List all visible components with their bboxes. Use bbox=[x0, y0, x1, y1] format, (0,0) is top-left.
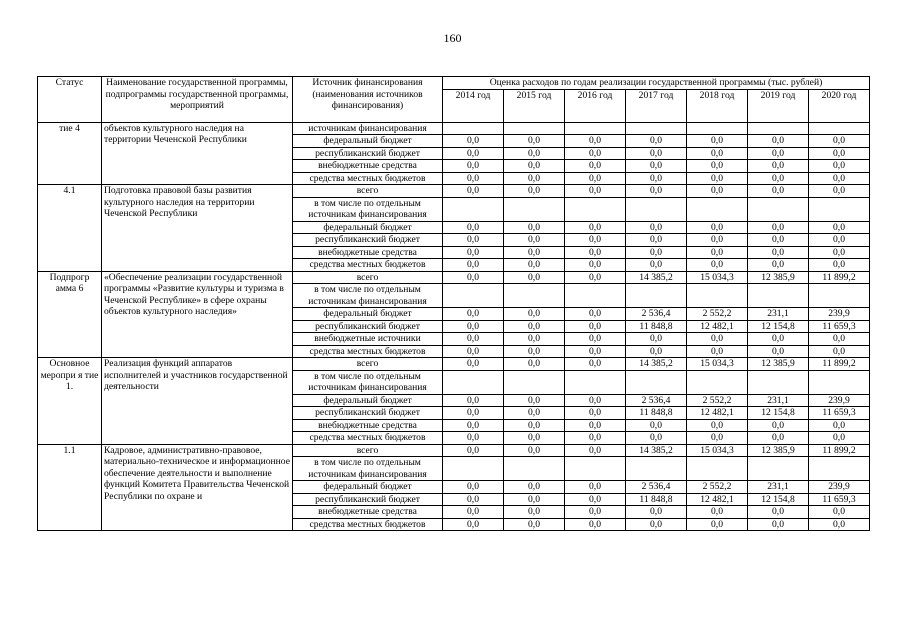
amount-cell: 0,0 bbox=[443, 518, 504, 531]
amount-cell: 0,0 bbox=[748, 246, 809, 259]
amount-cell: 0,0 bbox=[687, 345, 748, 358]
amount-cell: 0,0 bbox=[504, 407, 565, 420]
amount-cell: 11 848,8 bbox=[626, 407, 687, 420]
funding-source: в том числе по отдельным источникам финансирования bbox=[293, 197, 443, 221]
amount-cell bbox=[809, 284, 870, 308]
amount-cell bbox=[443, 122, 504, 135]
funding-source: в том числе по отдельным источникам финансирования bbox=[293, 457, 443, 481]
amount-cell: 0,0 bbox=[565, 320, 626, 333]
row-status: 1.1 bbox=[38, 444, 102, 531]
amount-cell: 0,0 bbox=[565, 234, 626, 247]
amount-cell bbox=[748, 122, 809, 135]
amount-cell: 0,0 bbox=[443, 185, 504, 198]
amount-cell: 0,0 bbox=[443, 506, 504, 519]
amount-cell: 0,0 bbox=[565, 246, 626, 259]
amount-cell: 0,0 bbox=[443, 358, 504, 371]
amount-cell: 0,0 bbox=[565, 493, 626, 506]
amount-cell: 0,0 bbox=[626, 160, 687, 173]
amount-cell: 0,0 bbox=[443, 345, 504, 358]
row-name: Подготовка правовой базы развития культурного наследия на территории Чеченской Республики bbox=[102, 185, 293, 272]
amount-cell: 0,0 bbox=[687, 506, 748, 519]
amount-cell: 0,0 bbox=[809, 259, 870, 272]
header-year: 2016 год bbox=[565, 89, 626, 122]
amount-cell: 0,0 bbox=[443, 320, 504, 333]
amount-cell: 2 536,4 bbox=[626, 481, 687, 494]
amount-cell: 0,0 bbox=[565, 135, 626, 148]
amount-cell: 0,0 bbox=[809, 234, 870, 247]
amount-cell: 231,1 bbox=[748, 308, 809, 321]
amount-cell: 0,0 bbox=[626, 221, 687, 234]
row-status: тие 4 bbox=[38, 122, 102, 185]
amount-cell: 0,0 bbox=[565, 444, 626, 457]
amount-cell bbox=[504, 284, 565, 308]
funding-source: республиканский бюджет bbox=[293, 407, 443, 420]
amount-cell: 0,0 bbox=[504, 246, 565, 259]
budget-table bbox=[37, 76, 870, 531]
amount-cell: 0,0 bbox=[443, 135, 504, 148]
funding-source: федеральный бюджет bbox=[293, 308, 443, 321]
row-status: Подпрогр амма 6 bbox=[38, 271, 102, 358]
amount-cell: 0,0 bbox=[809, 333, 870, 346]
amount-cell: 0,0 bbox=[565, 518, 626, 531]
amount-cell bbox=[626, 457, 687, 481]
amount-cell: 0,0 bbox=[504, 259, 565, 272]
amount-cell: 0,0 bbox=[443, 246, 504, 259]
amount-cell bbox=[626, 197, 687, 221]
amount-cell bbox=[565, 284, 626, 308]
amount-cell: 0,0 bbox=[687, 221, 748, 234]
amount-cell bbox=[687, 284, 748, 308]
funding-source: республиканский бюджет bbox=[293, 320, 443, 333]
amount-cell bbox=[687, 122, 748, 135]
amount-cell: 0,0 bbox=[565, 271, 626, 284]
amount-cell: 0,0 bbox=[565, 185, 626, 198]
amount-cell: 0,0 bbox=[504, 493, 565, 506]
amount-cell bbox=[443, 284, 504, 308]
funding-source: внебюджетные средства bbox=[293, 419, 443, 432]
amount-cell: 239,9 bbox=[809, 394, 870, 407]
amount-cell: 0,0 bbox=[748, 185, 809, 198]
amount-cell: 0,0 bbox=[809, 160, 870, 173]
amount-cell: 0,0 bbox=[748, 432, 809, 445]
funding-source: федеральный бюджет bbox=[293, 135, 443, 148]
amount-cell bbox=[443, 197, 504, 221]
amount-cell: 0,0 bbox=[504, 135, 565, 148]
amount-cell: 12 154,8 bbox=[748, 493, 809, 506]
amount-cell: 0,0 bbox=[748, 234, 809, 247]
amount-cell: 12 385,9 bbox=[748, 271, 809, 284]
amount-cell: 0,0 bbox=[626, 135, 687, 148]
amount-cell: 0,0 bbox=[504, 481, 565, 494]
header-estimate: Оценка расходов по годам реализации государственной программы (тыс. рублей) bbox=[443, 77, 870, 90]
amount-cell bbox=[687, 370, 748, 394]
funding-source: внебюджетные средства bbox=[293, 506, 443, 519]
amount-cell: 0,0 bbox=[504, 358, 565, 371]
amount-cell: 0,0 bbox=[504, 160, 565, 173]
amount-cell: 2 536,4 bbox=[626, 308, 687, 321]
amount-cell: 0,0 bbox=[687, 259, 748, 272]
amount-cell: 11 899,2 bbox=[809, 358, 870, 371]
amount-cell: 0,0 bbox=[809, 506, 870, 519]
row-name: «Обеспечение реализации государственной программы «Развитие культуры и туризма в Чеченской Республике» в сфере охраны объектов культурного наследия» bbox=[102, 271, 293, 358]
amount-cell: 0,0 bbox=[504, 394, 565, 407]
amount-cell: 0,0 bbox=[504, 432, 565, 445]
amount-cell bbox=[565, 122, 626, 135]
amount-cell: 11 659,3 bbox=[809, 493, 870, 506]
amount-cell: 0,0 bbox=[626, 185, 687, 198]
table-row bbox=[38, 122, 870, 135]
amount-cell: 2 536,4 bbox=[626, 394, 687, 407]
funding-source: в том числе по отдельным источникам финансирования bbox=[293, 284, 443, 308]
amount-cell: 0,0 bbox=[626, 246, 687, 259]
amount-cell bbox=[565, 197, 626, 221]
amount-cell: 0,0 bbox=[443, 221, 504, 234]
amount-cell: 0,0 bbox=[809, 518, 870, 531]
amount-cell: 0,0 bbox=[748, 419, 809, 432]
amount-cell: 0,0 bbox=[809, 221, 870, 234]
amount-cell: 0,0 bbox=[565, 419, 626, 432]
header-year: 2017 год bbox=[626, 89, 687, 122]
amount-cell bbox=[443, 370, 504, 394]
amount-cell: 0,0 bbox=[504, 320, 565, 333]
funding-source: в том числе по отдельным источникам финансирования bbox=[293, 370, 443, 394]
amount-cell: 0,0 bbox=[565, 221, 626, 234]
amount-cell bbox=[687, 197, 748, 221]
amount-cell: 0,0 bbox=[809, 345, 870, 358]
funding-source: федеральный бюджет bbox=[293, 394, 443, 407]
amount-cell: 0,0 bbox=[504, 147, 565, 160]
amount-cell: 2 552,2 bbox=[687, 394, 748, 407]
amount-cell: 0,0 bbox=[748, 345, 809, 358]
amount-cell: 12 482,1 bbox=[687, 493, 748, 506]
funding-source: всего bbox=[293, 185, 443, 198]
amount-cell: 0,0 bbox=[626, 147, 687, 160]
amount-cell: 0,0 bbox=[504, 221, 565, 234]
amount-cell: 15 034,3 bbox=[687, 271, 748, 284]
amount-cell: 0,0 bbox=[504, 234, 565, 247]
amount-cell bbox=[626, 284, 687, 308]
amount-cell: 15 034,3 bbox=[687, 358, 748, 371]
amount-cell: 0,0 bbox=[504, 271, 565, 284]
table-row bbox=[38, 271, 870, 284]
header-name: Наименование государственной программы, подпрограммы государственной программы, мероприятий bbox=[102, 77, 293, 123]
amount-cell: 0,0 bbox=[504, 506, 565, 519]
amount-cell bbox=[443, 457, 504, 481]
amount-cell: 0,0 bbox=[809, 185, 870, 198]
amount-cell: 12 154,8 bbox=[748, 407, 809, 420]
amount-cell: 0,0 bbox=[565, 407, 626, 420]
amount-cell bbox=[504, 370, 565, 394]
table-row bbox=[38, 358, 870, 371]
amount-cell bbox=[687, 457, 748, 481]
amount-cell: 0,0 bbox=[443, 234, 504, 247]
amount-cell: 0,0 bbox=[687, 147, 748, 160]
amount-cell: 12 482,1 bbox=[687, 407, 748, 420]
amount-cell: 0,0 bbox=[626, 259, 687, 272]
amount-cell: 0,0 bbox=[687, 160, 748, 173]
amount-cell: 15 034,3 bbox=[687, 444, 748, 457]
table-row bbox=[38, 185, 870, 198]
amount-cell: 0,0 bbox=[687, 246, 748, 259]
header-status: Статус bbox=[38, 77, 102, 123]
amount-cell: 11 659,3 bbox=[809, 320, 870, 333]
amount-cell: 0,0 bbox=[626, 345, 687, 358]
funding-source: средства местных бюджетов bbox=[293, 345, 443, 358]
amount-cell: 0,0 bbox=[687, 234, 748, 247]
amount-cell: 0,0 bbox=[443, 432, 504, 445]
header-source: Источник финансирования (наименования источников финансирования) bbox=[293, 77, 443, 123]
amount-cell: 14 385,2 bbox=[626, 271, 687, 284]
amount-cell: 0,0 bbox=[748, 259, 809, 272]
amount-cell: 0,0 bbox=[687, 518, 748, 531]
amount-cell bbox=[748, 197, 809, 221]
amount-cell: 231,1 bbox=[748, 481, 809, 494]
amount-cell: 0,0 bbox=[565, 506, 626, 519]
funding-source: источникам финансирования bbox=[293, 122, 443, 135]
amount-cell: 11 899,2 bbox=[809, 444, 870, 457]
funding-source: средства местных бюджетов bbox=[293, 518, 443, 531]
funding-source: внебюджетные средства bbox=[293, 246, 443, 259]
amount-cell: 0,0 bbox=[504, 345, 565, 358]
amount-cell: 0,0 bbox=[443, 407, 504, 420]
amount-cell: 0,0 bbox=[626, 506, 687, 519]
header-year: 2019 год bbox=[748, 89, 809, 122]
amount-cell: 0,0 bbox=[443, 394, 504, 407]
amount-cell: 0,0 bbox=[443, 259, 504, 272]
amount-cell: 0,0 bbox=[443, 481, 504, 494]
funding-source: республиканский бюджет bbox=[293, 493, 443, 506]
amount-cell: 0,0 bbox=[748, 135, 809, 148]
page-number: 160 bbox=[443, 31, 462, 45]
funding-source: всего bbox=[293, 271, 443, 284]
amount-cell: 12 385,9 bbox=[748, 358, 809, 371]
amount-cell: 0,0 bbox=[565, 172, 626, 185]
amount-cell: 0,0 bbox=[626, 432, 687, 445]
row-name: Кадровое, административно-правовое, материально-техническое и информационное обеспечение деятельности и выполнение функций Комитета Правительства Чеченской Республики по охране и bbox=[102, 444, 293, 531]
amount-cell: 0,0 bbox=[687, 432, 748, 445]
amount-cell: 0,0 bbox=[565, 345, 626, 358]
amount-cell bbox=[809, 122, 870, 135]
amount-cell: 0,0 bbox=[565, 481, 626, 494]
amount-cell: 0,0 bbox=[748, 160, 809, 173]
amount-cell bbox=[504, 457, 565, 481]
amount-cell: 231,1 bbox=[748, 394, 809, 407]
amount-cell bbox=[565, 370, 626, 394]
amount-cell: 0,0 bbox=[748, 172, 809, 185]
row-status: Основное меропри я тие 1. bbox=[38, 358, 102, 445]
amount-cell: 2 552,2 bbox=[687, 481, 748, 494]
funding-source: средства местных бюджетов bbox=[293, 432, 443, 445]
amount-cell: 0,0 bbox=[443, 419, 504, 432]
amount-cell: 2 552,2 bbox=[687, 308, 748, 321]
amount-cell: 11 848,8 bbox=[626, 493, 687, 506]
amount-cell bbox=[809, 197, 870, 221]
header-year: 2020 год bbox=[809, 89, 870, 122]
funding-source: федеральный бюджет bbox=[293, 481, 443, 494]
amount-cell: 0,0 bbox=[443, 147, 504, 160]
amount-cell: 0,0 bbox=[443, 333, 504, 346]
amount-cell bbox=[748, 284, 809, 308]
funding-source: средства местных бюджетов bbox=[293, 259, 443, 272]
amount-cell: 0,0 bbox=[565, 333, 626, 346]
amount-cell: 0,0 bbox=[748, 333, 809, 346]
amount-cell: 0,0 bbox=[809, 419, 870, 432]
funding-source: всего bbox=[293, 358, 443, 371]
amount-cell: 0,0 bbox=[443, 493, 504, 506]
amount-cell: 0,0 bbox=[748, 518, 809, 531]
amount-cell: 239,9 bbox=[809, 481, 870, 494]
funding-source: внебюджетные источники bbox=[293, 333, 443, 346]
amount-cell: 0,0 bbox=[504, 185, 565, 198]
amount-cell: 0,0 bbox=[565, 308, 626, 321]
amount-cell: 0,0 bbox=[809, 135, 870, 148]
amount-cell: 14 385,2 bbox=[626, 358, 687, 371]
amount-cell: 0,0 bbox=[748, 506, 809, 519]
amount-cell: 0,0 bbox=[504, 444, 565, 457]
amount-cell: 0,0 bbox=[565, 259, 626, 272]
amount-cell bbox=[626, 370, 687, 394]
funding-source: средства местных бюджетов bbox=[293, 172, 443, 185]
header-year: 2018 год bbox=[687, 89, 748, 122]
amount-cell bbox=[809, 370, 870, 394]
amount-cell: 0,0 bbox=[626, 172, 687, 185]
amount-cell: 0,0 bbox=[504, 172, 565, 185]
amount-cell: 0,0 bbox=[809, 147, 870, 160]
amount-cell: 12 385,9 bbox=[748, 444, 809, 457]
amount-cell bbox=[504, 197, 565, 221]
amount-cell bbox=[504, 122, 565, 135]
header-year: 2015 год bbox=[504, 89, 565, 122]
amount-cell: 0,0 bbox=[565, 147, 626, 160]
funding-source: федеральный бюджет bbox=[293, 221, 443, 234]
amount-cell: 0,0 bbox=[748, 147, 809, 160]
amount-cell: 0,0 bbox=[504, 419, 565, 432]
amount-cell: 0,0 bbox=[443, 160, 504, 173]
amount-cell: 11 659,3 bbox=[809, 407, 870, 420]
amount-cell: 0,0 bbox=[626, 419, 687, 432]
amount-cell: 0,0 bbox=[809, 432, 870, 445]
amount-cell: 239,9 bbox=[809, 308, 870, 321]
amount-cell bbox=[626, 122, 687, 135]
funding-source: республиканский бюджет bbox=[293, 234, 443, 247]
amount-cell: 11 848,8 bbox=[626, 320, 687, 333]
amount-cell: 0,0 bbox=[504, 518, 565, 531]
amount-cell: 0,0 bbox=[565, 432, 626, 445]
amount-cell: 0,0 bbox=[687, 333, 748, 346]
amount-cell: 0,0 bbox=[626, 333, 687, 346]
amount-cell: 0,0 bbox=[748, 221, 809, 234]
row-name: объектов культурного наследия на территории Чеченской Республики bbox=[102, 122, 293, 185]
amount-cell: 0,0 bbox=[504, 308, 565, 321]
amount-cell: 0,0 bbox=[565, 394, 626, 407]
amount-cell: 0,0 bbox=[809, 246, 870, 259]
funding-source: внебюджетные средства bbox=[293, 160, 443, 173]
amount-cell: 0,0 bbox=[687, 135, 748, 148]
amount-cell: 0,0 bbox=[443, 172, 504, 185]
amount-cell: 0,0 bbox=[687, 185, 748, 198]
amount-cell: 0,0 bbox=[687, 419, 748, 432]
amount-cell: 11 899,2 bbox=[809, 271, 870, 284]
funding-source: всего bbox=[293, 444, 443, 457]
row-status: 4.1 bbox=[38, 185, 102, 272]
amount-cell: 0,0 bbox=[687, 172, 748, 185]
amount-cell: 0,0 bbox=[565, 358, 626, 371]
amount-cell: 0,0 bbox=[626, 234, 687, 247]
amount-cell: 0,0 bbox=[443, 444, 504, 457]
amount-cell bbox=[748, 370, 809, 394]
amount-cell: 12 482,1 bbox=[687, 320, 748, 333]
amount-cell: 14 385,2 bbox=[626, 444, 687, 457]
amount-cell: 0,0 bbox=[809, 172, 870, 185]
amount-cell bbox=[809, 457, 870, 481]
row-name: Реализация функций аппаратов исполнителей и участников государственной деятельности bbox=[102, 358, 293, 445]
amount-cell bbox=[565, 457, 626, 481]
amount-cell: 0,0 bbox=[504, 333, 565, 346]
amount-cell: 0,0 bbox=[626, 518, 687, 531]
amount-cell: 0,0 bbox=[443, 308, 504, 321]
amount-cell: 0,0 bbox=[443, 271, 504, 284]
funding-source: республиканский бюджет bbox=[293, 147, 443, 160]
amount-cell: 12 154,8 bbox=[748, 320, 809, 333]
amount-cell bbox=[748, 457, 809, 481]
header-year: 2014 год bbox=[443, 89, 504, 122]
table-row bbox=[38, 444, 870, 457]
amount-cell: 0,0 bbox=[565, 160, 626, 173]
